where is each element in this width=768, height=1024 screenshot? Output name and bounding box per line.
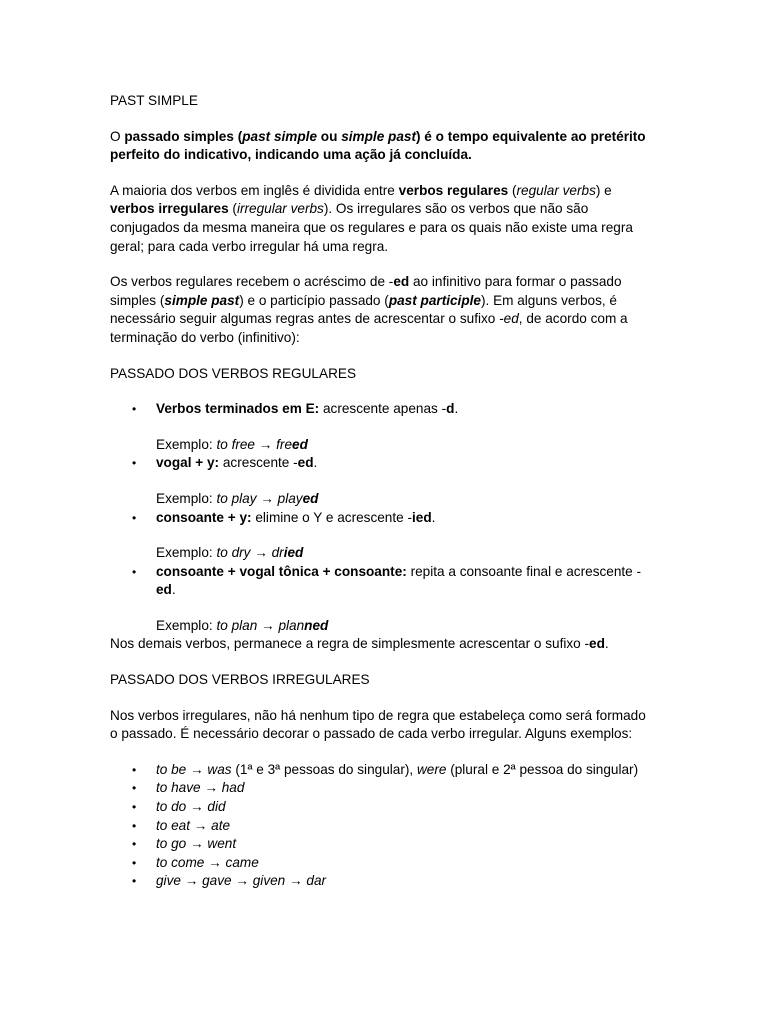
paragraph-term: regular verbs — [516, 182, 596, 198]
example-label: Exemplo: — [156, 617, 217, 633]
rule-text: . — [431, 509, 436, 525]
rule-text: . — [313, 455, 318, 471]
example-suffix: ed — [302, 490, 319, 506]
list-item — [110, 817, 655, 836]
rule-text: repita a consoante final e acrescente - — [406, 563, 642, 579]
bullet-icon: • — [132, 837, 137, 852]
verb-infinitive: to have — [156, 780, 201, 796]
rule-label: vogal + y: — [156, 455, 220, 471]
verb-past: was — [207, 761, 232, 777]
bullet-icon: • — [132, 874, 137, 889]
paragraph-term: irregular verbs — [236, 201, 324, 217]
rule-label: consoante + y: — [156, 509, 252, 525]
verb-infinitive: to be — [156, 761, 187, 777]
paragraph-term: ed — [589, 636, 605, 652]
example-line — [110, 490, 655, 509]
arrow-icon: → — [231, 873, 253, 889]
example-label: Exemplo: — [156, 490, 217, 506]
verb-infinitive: to do — [156, 799, 187, 815]
example-line — [110, 544, 655, 563]
paragraph-text: ( — [508, 182, 517, 198]
intro-text: O — [110, 128, 125, 144]
rule-label: consoante + vogal tônica + consoante: — [156, 563, 407, 579]
list-item — [110, 563, 655, 600]
rule-text: . — [171, 582, 176, 598]
bullet-icon: • — [132, 855, 137, 870]
arrow-icon: → — [200, 780, 222, 796]
rule-text: acrescente apenas - — [319, 401, 447, 417]
regular-verbs-heading: PASSADO DOS VERBOS REGULARES — [110, 365, 357, 381]
verb-past: had — [221, 780, 245, 796]
verb-past: did — [207, 799, 226, 815]
verb-infinitive: to eat — [156, 817, 191, 833]
intro-term: past simple — [242, 128, 318, 144]
intro-term: simple past — [341, 128, 416, 144]
paragraph-text: , de acordo com a terminação do verbo (infinitivo): — [110, 311, 628, 345]
paragraph-text: . — [604, 636, 609, 652]
irregular-verbs-paragraph: Nos verbos irregulares, não há nenhum tipo de regra que estabeleça como será formado o passado. É necessário decorar o passado de cada verbo irregular. Alguns exemplos: — [110, 707, 646, 742]
verb-translation: dar — [306, 873, 327, 889]
rule-suffix: d — [446, 401, 455, 417]
irregular-verbs-heading: PASSADO DOS VERBOS IRREGULARES — [110, 672, 370, 688]
verb-note: (1ª e 3ª pessoas do singular), — [231, 761, 417, 777]
paragraph-text: A maioria dos verbos em inglês é dividida entre — [110, 182, 399, 198]
list-item — [110, 835, 655, 854]
bullet-icon: • — [132, 800, 137, 815]
bullet-icon: • — [132, 564, 137, 579]
bullet-icon: • — [132, 818, 137, 833]
bullet-icon: • — [132, 781, 137, 796]
paragraph-text: ). Em alguns verbos, é necessário seguir algumas regras antes de acrescentar o sufixo — [110, 292, 617, 327]
example-verb: to free — [216, 436, 255, 452]
example-suffix: ied — [283, 545, 304, 561]
intro-text: ) é o tempo equivalente ao pretérito perfeito do indicativo, indicando uma ação já concluída. — [110, 128, 646, 163]
paragraph-text: Nos demais verbos, permanece a regra de simplesmente acrescentar o sufixo - — [110, 636, 590, 652]
rule-suffix: ed — [156, 582, 172, 598]
verb-past: gave — [202, 873, 232, 889]
regular-rules-list — [110, 563, 655, 600]
paragraph-term: ed — [393, 274, 410, 290]
example-suffix: ed — [292, 436, 308, 452]
rule-text: . — [454, 401, 459, 417]
paragraph-text: ( — [228, 201, 237, 217]
regular-rules-list — [110, 509, 655, 528]
arrow-icon: → — [256, 490, 278, 506]
example-label: Exemplo: — [156, 436, 217, 452]
verb-note: (plural e 2ª pessoa do singular) — [446, 761, 639, 777]
verb-past: went — [207, 836, 237, 852]
verb-participle: given — [252, 873, 286, 889]
rule-suffix: ed — [297, 455, 314, 471]
bullet-icon: • — [132, 402, 137, 417]
example-stem: dr — [271, 545, 284, 561]
irregular-examples-list — [110, 761, 655, 891]
paragraph-text: ) e o particípio passado ( — [239, 292, 389, 308]
intro-text: passado simples ( — [124, 128, 243, 144]
arrow-icon: → — [285, 873, 307, 889]
example-stem: play — [277, 490, 303, 506]
regular-rules-list — [110, 400, 655, 419]
paragraph-text: ) e — [595, 182, 612, 198]
example-suffix: ned — [304, 617, 329, 633]
list-item — [110, 854, 655, 873]
rule-suffix: ied — [412, 509, 432, 525]
rest-rule-paragraph — [110, 635, 655, 654]
example-stem: fre — [276, 436, 293, 452]
paragraph-text: ao infinitivo para formar o passado simples ( — [110, 274, 622, 308]
regular-rules-list — [110, 454, 655, 473]
arrow-icon: → — [186, 799, 208, 815]
list-item — [110, 872, 655, 891]
arrow-icon: → — [204, 854, 226, 870]
list-item — [110, 509, 655, 528]
arrow-icon: → — [257, 617, 279, 633]
intro-paragraph — [110, 128, 655, 165]
verb-infinitive: give — [156, 873, 181, 889]
list-item — [110, 454, 655, 473]
paragraph-term: -ed — [499, 311, 519, 327]
list-item — [110, 761, 655, 780]
example-verb: to play — [216, 490, 257, 506]
verb-past: were — [416, 761, 447, 777]
bullet-icon: • — [132, 510, 137, 525]
arrow-icon: → — [255, 436, 277, 452]
rule-text: elimine o Y e acrescente - — [251, 509, 413, 525]
arrow-icon: → — [250, 545, 272, 561]
rule-label: Verbos terminados em E: — [156, 401, 320, 417]
verb-infinitive: to come — [156, 854, 205, 870]
paragraph-term: simple past — [164, 292, 240, 308]
example-verb: to plan — [216, 617, 258, 633]
verb-past: ate — [211, 817, 231, 833]
paragraph-term: verbos irregulares — [110, 201, 229, 217]
regular-verbs-paragraph — [110, 273, 655, 347]
example-verb: to dry — [216, 545, 251, 561]
example-line — [110, 617, 655, 636]
example-stem: plan — [278, 617, 305, 633]
arrow-icon: → — [186, 761, 208, 777]
arrow-icon: → — [190, 817, 212, 833]
page-title: PAST SIMPLE — [110, 93, 198, 108]
paragraph-text: ). Os irregulares são os verbos que não são conjugados da mesma maneira que os regulares e para os quais não existe uma regra geral; para cada verbo irregular há uma regra. — [110, 201, 633, 254]
example-label: Exemplo: — [156, 545, 217, 561]
paragraph-term: verbos regulares — [398, 182, 509, 198]
bullet-icon: • — [132, 456, 137, 471]
paragraph-term: past participle — [388, 292, 481, 308]
rule-text: acrescente - — [219, 455, 298, 471]
document-body — [110, 92, 655, 891]
list-item — [110, 798, 655, 817]
list-item — [110, 400, 655, 419]
bullet-icon: • — [132, 762, 137, 777]
intro-text: ou — [317, 128, 342, 144]
arrow-icon: → — [186, 836, 208, 852]
verbs-paragraph — [110, 182, 655, 256]
verb-past: came — [225, 854, 259, 870]
verb-infinitive: to go — [156, 836, 187, 852]
example-line — [110, 436, 655, 455]
list-item — [110, 779, 655, 798]
arrow-icon: → — [180, 873, 203, 889]
paragraph-text: Os verbos regulares recebem o acréscimo de - — [110, 274, 394, 290]
